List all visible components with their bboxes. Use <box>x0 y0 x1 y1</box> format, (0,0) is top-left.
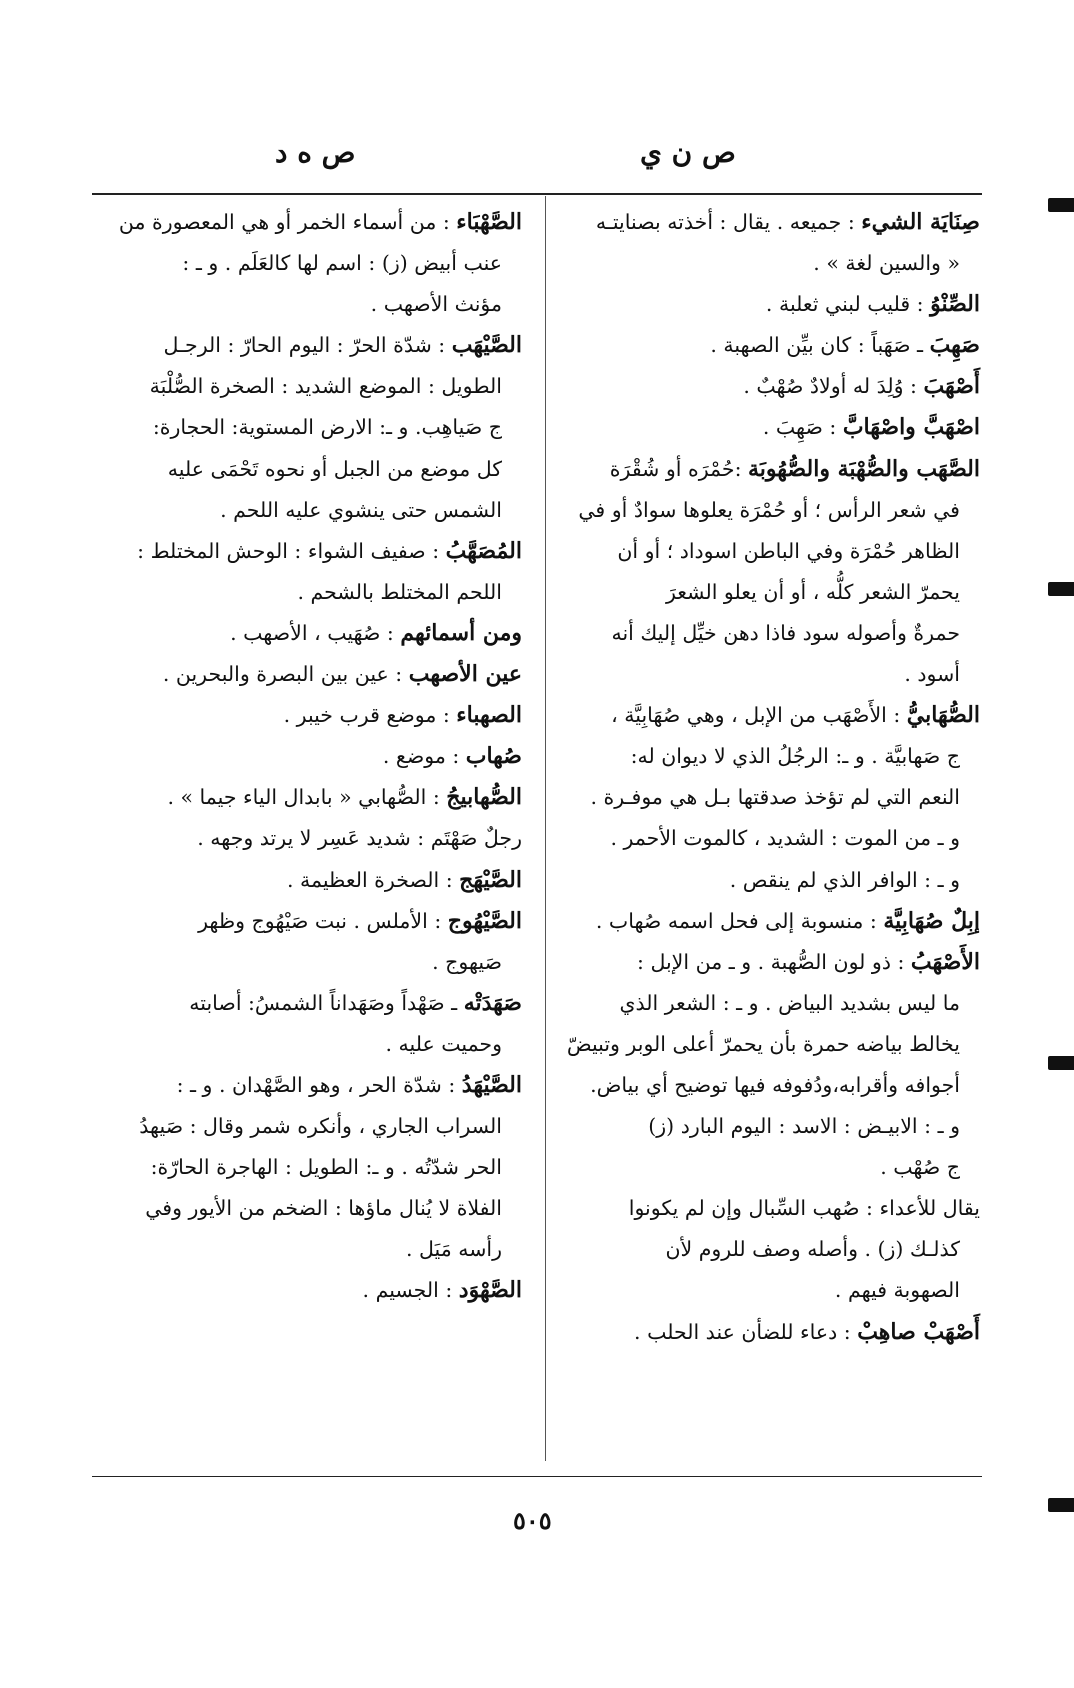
dictionary-entry <box>555 942 980 1189</box>
dictionary-entry <box>555 1188 980 1311</box>
dictionary-entry <box>90 1065 522 1270</box>
entry-headword: الصَّيْهَج <box>459 866 522 893</box>
entry-headword: الصُّهابيجُ <box>446 784 522 811</box>
entry-text: الشمس حتى ينشوي عليه اللحم . <box>220 497 502 522</box>
entry-text: : صَهِبَ . <box>762 415 843 440</box>
entry-line <box>555 654 980 695</box>
entry-text: كذلـك (ز) . وأصله وصف للروم لأن <box>665 1237 960 1262</box>
entry-text: : صُهَيب ، الأصهب . <box>230 620 401 645</box>
entry-line <box>90 777 522 818</box>
entry-line <box>555 695 980 736</box>
entry-line <box>90 490 522 531</box>
entry-line <box>555 736 980 777</box>
entry-text: يخالط بياضه حمرة بأن يحمرّ أعلى الوبر وتبيضّ <box>566 1031 960 1056</box>
edge-mark <box>1048 1498 1074 1512</box>
entry-line <box>90 572 522 613</box>
entry-line <box>555 1147 980 1188</box>
entry-headword: صُهاب <box>465 743 522 770</box>
left-column <box>90 202 522 1312</box>
entry-headword: الصُّهَابيُّ <box>906 702 980 729</box>
entry-text: في شعر الرأس ؛ أو حُمْرَة يعلوها سوادٌ أو في <box>578 497 960 522</box>
entry-text: النعم التي لم تؤخذ صدقتها بـل هي موفـرة . <box>590 785 960 810</box>
entry-text: : موضع قرب خيبر . <box>283 703 457 728</box>
entry-line <box>90 407 522 448</box>
edge-mark <box>1048 582 1074 596</box>
entry-line <box>90 325 522 366</box>
dictionary-entry <box>555 1312 980 1353</box>
entry-line <box>90 1229 522 1270</box>
entry-text: و ـ : الابيـض : الاسد : اليوم البارد (ز) <box>648 1114 960 1139</box>
column-divider <box>545 196 546 1461</box>
entry-line <box>555 366 980 407</box>
dictionary-entry <box>555 449 980 696</box>
entry-text: : شدّة الحرّ : اليوم الحارّ : الرجـل <box>163 333 452 358</box>
entry-text: السراب الجاري ، وأنكره شمر وقال : صَيهدُ <box>139 1114 502 1139</box>
entry-text: رأسه مَيَل . <box>405 1237 502 1262</box>
entry-text: : ذو لون الصُّهبة . و ـ من الإبل : <box>637 949 911 974</box>
entry-line <box>90 1024 522 1065</box>
entry-headword: اصْهَبَّ واصْهَابَّ <box>842 414 980 441</box>
entry-text: : شدّة الحر ، وهو الصَّهْدان . و ـ : <box>176 1072 462 1097</box>
header-rule <box>92 193 982 195</box>
entry-text: أجوافه وأقرابه،ودُفوفه فيها توضيح أي بياض. <box>590 1072 960 1097</box>
entry-text: و ـ : الوافر الذي لم ينقص . <box>729 867 960 892</box>
entry-line <box>555 572 980 613</box>
entry-text: الفلاة لا يُنال ماؤها : الضخم من الأيور وفي <box>145 1196 502 1221</box>
edge-mark <box>1048 1056 1074 1070</box>
dictionary-entry <box>90 613 522 654</box>
entry-text: اللحم المختلط بالشحم . <box>297 579 502 604</box>
dictionary-entry <box>555 695 980 900</box>
dictionary-entry <box>90 983 522 1065</box>
entry-line <box>555 531 980 572</box>
right-column <box>555 202 980 1353</box>
entry-line <box>555 1024 980 1065</box>
entry-text: : الجسيم . <box>362 1278 459 1303</box>
entry-text: ما ليس بشديد البياض . و ـ : الشعر الذي <box>619 990 960 1015</box>
dictionary-entry <box>90 531 522 613</box>
entry-text: : وُلِدَ له أولادٌ صُهْبٌ . <box>743 374 924 399</box>
entry-line <box>90 243 522 284</box>
entry-headword: ومن أسمائهم <box>400 619 522 646</box>
entry-line <box>90 366 522 407</box>
entry-line <box>555 1229 980 1270</box>
entry-text: و ـ من الموت : الشديد ، كالموت الأحمر . <box>610 826 960 851</box>
entry-text: : جميعه . يقال : أخذته بصنايتـه <box>595 210 862 234</box>
entry-line <box>90 284 522 325</box>
entry-line <box>555 1106 980 1147</box>
entry-line <box>90 1106 522 1147</box>
entry-text: صَيهوج . <box>432 949 502 974</box>
entry-line <box>90 818 522 859</box>
entry-line <box>90 1270 522 1311</box>
entry-text: الظاهر حُمْرَة وفي الباطن اسوداد ؛ أو أن <box>617 538 960 563</box>
dictionary-entry <box>90 777 522 818</box>
entry-headword: صَهَدَتْه <box>463 989 522 1016</box>
entry-headword: الصَّيْهُوج <box>447 907 522 934</box>
entry-line <box>555 983 980 1024</box>
entry-text: ـ صَهَباً : كان بيِّن الصهبة . <box>710 333 930 358</box>
dictionary-entry <box>90 818 522 859</box>
entry-text: يقال للأعداء : صُهب السِّبال وإن لم يكونوا <box>628 1196 980 1221</box>
entry-line <box>555 449 980 490</box>
entry-text: أسود . <box>904 662 960 687</box>
entry-line <box>555 325 980 366</box>
entry-headword: الصهباء <box>456 702 522 729</box>
entry-text: الحر شدّتُه . و ـ: الطويل : الهاجرة الحارّة: <box>150 1155 502 1180</box>
footer-rule <box>92 1476 982 1477</box>
entry-line <box>90 983 522 1024</box>
entry-text: : صفيف الشواء : الوحش المختلط : <box>137 538 446 563</box>
entry-text: : الأَصْهَب من الإبل ، وهي صُهَابِيَّة ، <box>611 703 907 728</box>
dictionary-entry <box>555 901 980 942</box>
entry-line <box>555 777 980 818</box>
entry-headword: صِنَايَة الشيء <box>861 209 980 235</box>
entry-line <box>90 202 522 243</box>
entry-headword: المُصَهَّبُ <box>445 537 522 564</box>
edge-mark <box>1048 198 1074 212</box>
dictionary-entry <box>90 1270 522 1311</box>
entry-headword: الصَّهَب والصُّهْبَة والصُّهُوبَة <box>748 455 980 482</box>
entry-text: ج صَهابيَّة . و ـ: الرجُلُ الذي لا ديوان له: <box>630 744 960 769</box>
entry-text: كل موضع من الجبل أو نحوه تَحْمَى عليه <box>167 456 502 481</box>
entry-text: وحميت عليه . <box>385 1031 502 1056</box>
entry-line <box>555 243 980 284</box>
entry-headword: الأَصْهَبُ <box>910 948 980 975</box>
entry-text: الصهوبة فيهم . <box>834 1278 960 1303</box>
dictionary-entry <box>90 695 522 736</box>
entry-text: مؤنث الأصهب . <box>370 292 502 317</box>
entry-text: ج صَياهِب. و ـ: الارض المستوية: الحجارة: <box>152 415 502 440</box>
entry-text: : منسوبة إلى فحل اسمه صُهاب . <box>595 908 884 933</box>
entry-text: : الأملس . نبت صَيْهُوج وظهر <box>198 908 448 933</box>
entry-line <box>555 1270 980 1311</box>
entry-text: : الصخرة العظيمة . <box>286 867 460 892</box>
dictionary-entry <box>90 901 522 983</box>
entry-headword: أَصْهَبَ <box>923 373 980 400</box>
dictionary-entry <box>555 202 980 284</box>
dictionary-entry <box>90 325 522 530</box>
running-header-right: ص ن ي <box>640 136 736 169</box>
entry-headword: صَهِبَ <box>929 332 980 359</box>
entry-headword: أَصْهَبْ صاهِبْ <box>857 1318 980 1345</box>
entry-headword: الصِّنْوُ <box>930 291 980 318</box>
entry-line <box>90 1147 522 1188</box>
entry-headword: الصَّيْهَب <box>451 332 522 359</box>
entry-text: : من أسماء الخمر أو هي المعصورة من <box>118 210 457 234</box>
entry-text: رجلٌ صَهْتَم : شديد عَسِر لا يرتد وجهه . <box>197 826 522 851</box>
entry-line <box>555 202 980 243</box>
entry-headword: إبِلٌ صُهَابِيَّة <box>883 907 980 934</box>
dictionary-entry <box>90 654 522 695</box>
entry-headword: الصَّيْهَدُ <box>461 1071 522 1098</box>
entry-line <box>555 901 980 942</box>
entry-text: ـ صَهْداً وصَهَداناً الشمسُ: أصابته <box>189 990 464 1015</box>
dictionary-entry <box>555 284 980 325</box>
entry-text: حمرةٌ وأصوله سود فاذا دهن خيِّل إليك أنه <box>611 620 960 645</box>
entry-text: يحمرّ الشعر كلُّه ، أو أن يعلو الشعرَ <box>665 579 960 604</box>
dictionary-entry <box>90 202 522 325</box>
dictionary-entry <box>555 407 980 448</box>
entry-line <box>555 1188 980 1229</box>
page-number: ٥٠٥ <box>513 1506 552 1535</box>
entry-headword: الصَّهْبَاء <box>456 209 522 235</box>
dictionary-entry <box>555 366 980 407</box>
entry-line <box>555 942 980 983</box>
entry-line <box>90 654 522 695</box>
entry-line <box>555 1312 980 1353</box>
entry-text: : قليب لبني ثعلبة . <box>765 292 931 317</box>
entry-text: : عين بين البصرة والبحرين . <box>162 662 409 687</box>
entry-line <box>90 531 522 572</box>
entry-headword: الصَّهْوَد <box>458 1277 522 1304</box>
entry-line <box>90 1065 522 1106</box>
entry-line <box>555 860 980 901</box>
entry-line <box>90 449 522 490</box>
entry-text: :حُمْرَه أو شُقْرَة <box>609 456 748 481</box>
entry-line <box>90 736 522 777</box>
entry-line <box>555 490 980 531</box>
entry-line <box>555 284 980 325</box>
entry-text: « والسين لغة » . <box>813 251 960 276</box>
dictionary-entry <box>90 860 522 901</box>
entry-line <box>90 695 522 736</box>
running-header-left: ص ه د <box>275 136 356 169</box>
entry-headword: عين الأصهب <box>408 661 522 688</box>
entry-line <box>90 1188 522 1229</box>
entry-text: : موضع . <box>382 744 466 769</box>
entry-line <box>90 860 522 901</box>
entry-line <box>90 942 522 983</box>
entry-text: عنب أبيض (ز) : اسم لها كالعَلَم . و ـ : <box>182 251 502 276</box>
entry-text: الطويل : الموضع الشديد : الصخرة الصُّلْبَة <box>149 374 502 399</box>
entry-text: : دعاء للضأن عند الحلب . <box>634 1319 858 1344</box>
entry-line <box>90 613 522 654</box>
entry-line <box>555 818 980 859</box>
dictionary-entry <box>555 325 980 366</box>
entry-text: : الصُّهابي « بابدال الياء جيما » . <box>167 785 447 810</box>
entry-line <box>555 613 980 654</box>
entry-line <box>555 1065 980 1106</box>
dictionary-entry <box>90 736 522 777</box>
entry-line <box>90 901 522 942</box>
entry-line <box>555 407 980 448</box>
entry-text: ج صُهْب . <box>880 1155 960 1180</box>
